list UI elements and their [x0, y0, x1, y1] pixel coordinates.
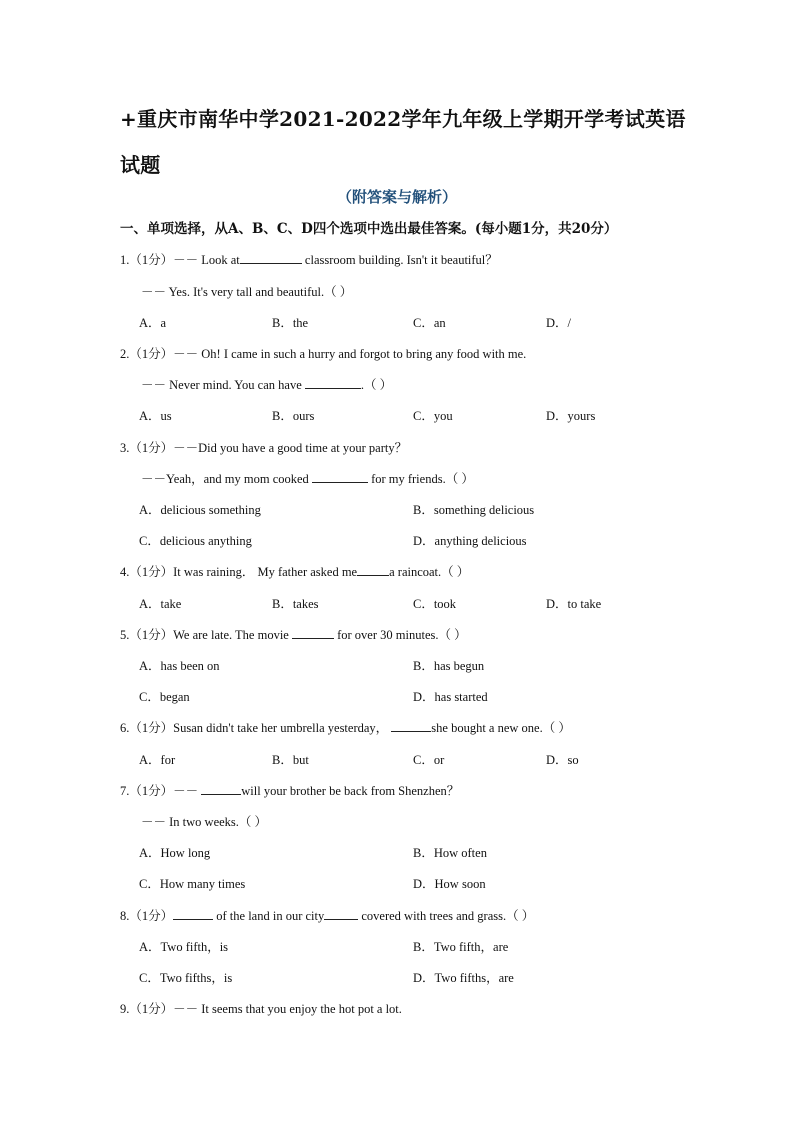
- question-8-option-a: A．Two fifth，is: [139, 940, 229, 954]
- question-2-option-b: B．ours: [272, 409, 315, 423]
- answer-blank: [357, 564, 389, 576]
- document-subtitle: （附答案与解析）: [336, 188, 457, 206]
- question-1-option-c: C．an: [413, 316, 446, 330]
- question-3-reply: [141, 469, 474, 487]
- question-4-option-c: C．took: [413, 597, 457, 611]
- question-9-stem: 9.（1分）－－ It seems that you enjoy the hot pot a lot.: [120, 1002, 402, 1016]
- answer-blank: [292, 627, 334, 639]
- question-1-option-b: B．the: [272, 316, 309, 330]
- question-1-reply: －－ Yes. It's very tall and beautiful.（ ）: [141, 285, 353, 299]
- question-4-text-b: a raincoat.（ ）: [389, 565, 470, 579]
- question-4-option-b: B．takes: [272, 597, 319, 611]
- question-1-option-a: A．a: [139, 316, 167, 330]
- answer-blank: [173, 908, 213, 920]
- question-6-text-b: she bought a new one.（ ）: [431, 721, 571, 735]
- question-5-text-b: for over 30 minutes.（ ）: [333, 628, 467, 642]
- question-6-text-a: 6.（1分）Susan didn't take her umbrella yesterday，: [120, 721, 392, 735]
- question-1-text-b: classroom building. Isn't it beautiful？: [301, 253, 498, 267]
- question-3-option-b: B．something delicious: [413, 503, 535, 517]
- question-3-option-c: C．delicious anything: [139, 534, 252, 548]
- question-8-text-a: 8.（1分）: [120, 909, 174, 923]
- question-7-text-a: 7.（1分）－－: [120, 784, 202, 798]
- question-6-stem: [120, 718, 571, 736]
- question-8-text-b: of the land in our city: [213, 909, 325, 923]
- question-2-stem: 2.（1分）－－ Oh! I came in such a hurry and forgot to bring any food with me.: [120, 347, 527, 361]
- question-1-text-a: 1.（1分）－－ Look at: [120, 253, 240, 267]
- question-2-reply-b: .（ ）: [360, 378, 393, 392]
- question-3-option-d: D．anything delicious: [413, 534, 527, 548]
- question-8-text-c: covered with trees and grass.（ ）: [358, 909, 535, 923]
- question-8-stem: [120, 906, 534, 924]
- section-heading: 一、单项选择，从A、B、C、D四个选项中选出最佳答案。(每小题1分，共20分）: [120, 221, 618, 237]
- question-3-reply-a: －－Yeah，and my mom cooked: [141, 472, 312, 486]
- question-1-stem: [120, 250, 498, 268]
- question-5-option-d: D．has started: [413, 690, 488, 704]
- question-6-option-d: D．so: [546, 753, 579, 767]
- question-3-option-a: A．delicious something: [139, 503, 261, 517]
- question-7-option-c: C．How many times: [139, 877, 246, 891]
- question-1-option-d: D．/: [546, 316, 572, 330]
- question-2-option-a: A．us: [139, 409, 172, 423]
- question-4-text-a: 4.（1分）It was raining． My father asked me: [120, 565, 358, 579]
- question-2-option-c: C．you: [413, 409, 453, 423]
- question-3-stem: 3.（1分）－－Did you have a good time at your party？: [120, 441, 408, 455]
- question-5-option-a: A．has been on: [139, 659, 220, 673]
- question-5-stem: [120, 625, 467, 643]
- question-5-option-c: C．began: [139, 690, 190, 704]
- question-7-option-b: B．How often: [413, 846, 487, 860]
- question-6-option-a: A．for: [139, 753, 176, 767]
- answer-blank: [305, 377, 361, 389]
- question-2-option-d: D．yours: [546, 409, 596, 423]
- question-8-option-b: B．Two fifth，are: [413, 940, 509, 954]
- question-7-option-a: A．How long: [139, 846, 211, 860]
- question-7-stem: [120, 781, 459, 799]
- question-5-option-b: B．has begun: [413, 659, 485, 673]
- question-4-option-d: D．to take: [546, 597, 602, 611]
- question-8-option-c: C．Two fifths，is: [139, 971, 233, 985]
- question-6-option-c: C．or: [413, 753, 445, 767]
- answer-blank: [240, 252, 302, 264]
- document-title: +重庆市南华中学2021-2022学年九年级上学期开学考试英语试题: [120, 107, 686, 177]
- answer-blank: [324, 908, 358, 920]
- question-2-reply: [141, 375, 392, 393]
- answer-blank: [312, 471, 368, 483]
- question-5-text-a: 5.（1分）We are late. The movie: [120, 628, 292, 642]
- question-7-text-b: will your brother be back from Shenzhen？: [241, 784, 460, 798]
- question-4-stem: [120, 562, 469, 580]
- question-4-option-a: A．take: [139, 597, 182, 611]
- answer-blank: [391, 720, 431, 732]
- question-2-reply-a: －－ Never mind. You can have: [141, 378, 305, 392]
- question-7-reply: －－ In two weeks.（ ）: [141, 815, 268, 829]
- question-6-option-b: B．but: [272, 753, 309, 767]
- question-3-reply-b: for my friends.（ ）: [367, 472, 474, 486]
- answer-blank: [201, 783, 241, 795]
- question-8-option-d: D．Two fifths，are: [413, 971, 514, 985]
- question-7-option-d: D．How soon: [413, 877, 486, 891]
